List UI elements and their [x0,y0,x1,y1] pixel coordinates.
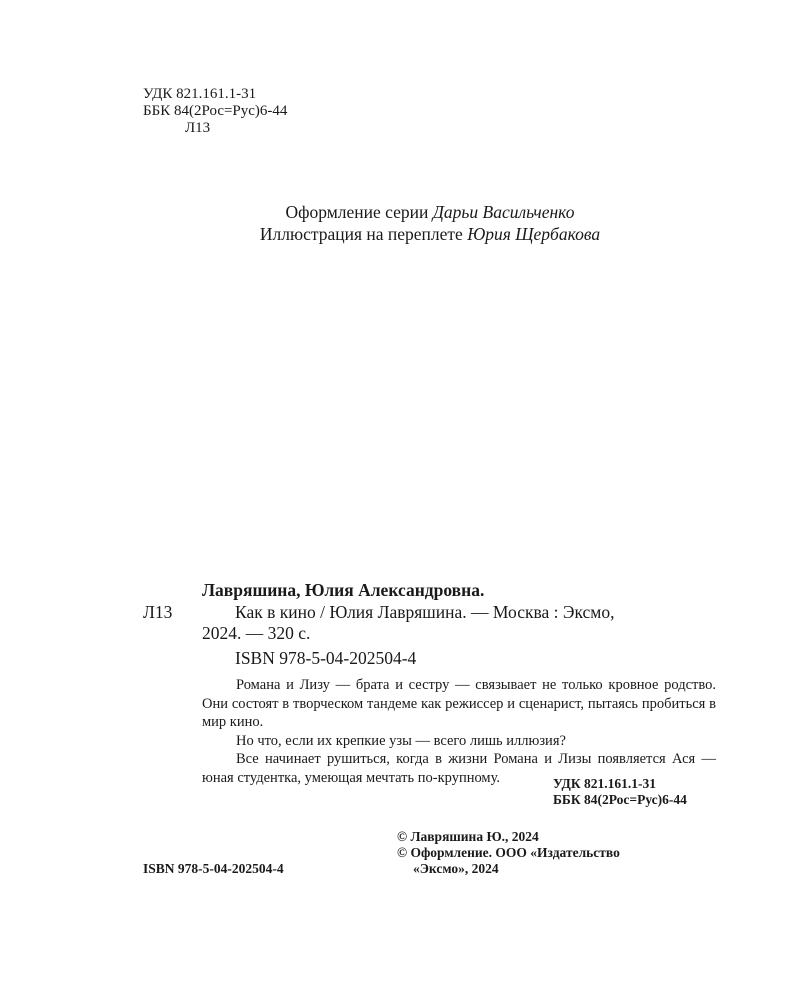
annotation-paragraph: Романа и Лизу — брата и сестру — связывает не только кровное родство. Они состоят в творческом тандеме как режиссер и сценарист, пытаясь пробиться в мир кино. [202,677,716,730]
cover-illustration-credit [0,223,800,245]
record-isbn: ISBN 978-5-04-202504-4 [235,648,417,668]
record-author-mark: Л13 [143,602,173,622]
footer-bbk: ББК 84(2Рос=Рус)6-44 [553,792,687,807]
annotation-paragraph: Но что, если их крепкие узы — всего лишь иллюзия? [236,732,566,749]
title-line-1: Как в кино / Юлия Лавряшина. — Москва : Эксмо, [235,602,615,622]
annotation-paragraph: Все начинает рушиться, когда в жизни Романа и Лизы появляется Ася — юная студентка, умеющая мечтать по-крупному. [202,751,716,786]
udk-code: УДК 821.161.1-31 [143,86,257,102]
bbk-code: ББК 84(2Рос=Рус)6-44 [143,103,288,119]
title-line-2: 2024. — 320 с. [202,623,311,643]
annotation [202,676,716,787]
copyright-isbn: ISBN 978-5-04-202504-4 [143,861,284,876]
author-mark: Л13 [185,120,211,136]
copyright-line-2: © Оформление. ООО «Издательство [397,845,620,860]
series-design-label: Оформление серии [285,202,429,222]
author-heading: Лавряшина, Юлия Александровна. [202,580,485,600]
copyright-line-3: «Эксмо», 2024 [413,861,499,876]
copyright-line-1: © Лавряшина Ю., 2024 [397,829,539,844]
credits-block [0,201,800,245]
footer-udk: УДК 821.161.1-31 [553,776,656,791]
series-design-name: Дарьи Васильченко [432,202,575,222]
cover-illustration-name: Юрия Щербакова [467,224,601,244]
cover-illustration-label: Иллюстрация на переплете [259,224,463,244]
series-design-credit [0,201,800,223]
